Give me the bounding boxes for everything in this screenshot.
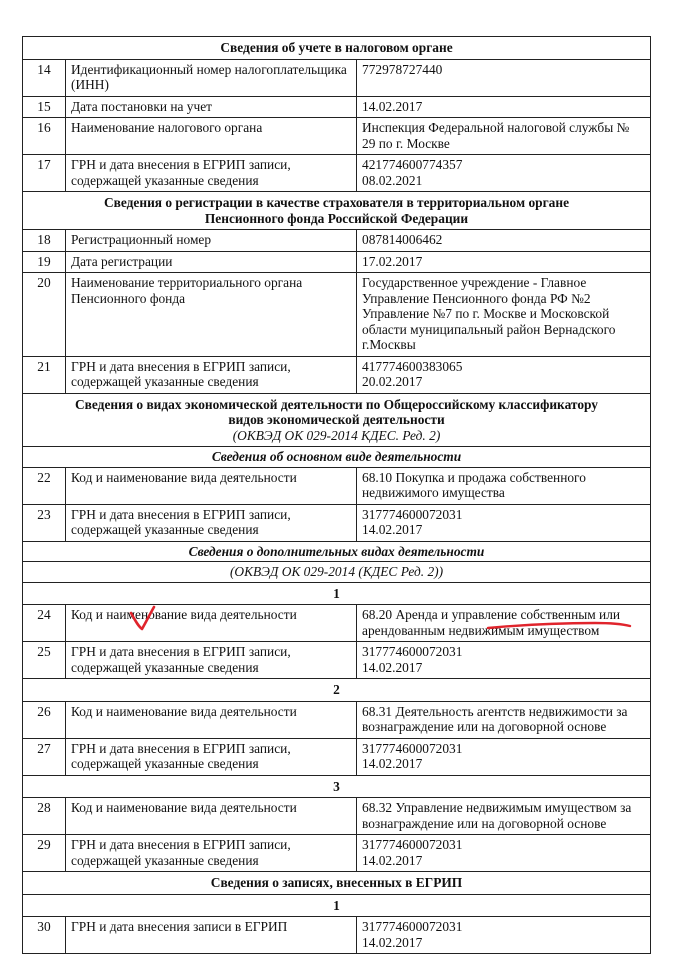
table-row (23, 96, 651, 118)
row-value (357, 96, 651, 118)
row-number: 27 (23, 738, 66, 775)
row-value-grn: 417774600383065 (362, 358, 463, 374)
row-number: 18 (23, 230, 66, 252)
row-value-line: Государственное учреждение - Главное Управление Пенсионного фонда РФ №2 Управление №7 по г. Москве и Московской области муниципальный район Вернадского г.Москвы (362, 275, 616, 352)
row-number: 16 (23, 118, 66, 155)
row-value (357, 798, 651, 835)
subsection-header-row (23, 447, 651, 468)
row-value-grn: 317774600072031 (362, 506, 463, 522)
row-value-date: 14.02.2017 (362, 934, 423, 950)
row-number: 30 (23, 917, 66, 954)
table-row (23, 356, 651, 393)
index-row (23, 894, 651, 917)
row-label: Регистрационный номер (66, 230, 357, 252)
row-value (357, 230, 651, 252)
table-row (23, 738, 651, 775)
row-value (357, 155, 651, 192)
row-number: 21 (23, 356, 66, 393)
section-header-row (23, 37, 651, 60)
row-value-date: 20.02.2017 (362, 374, 423, 389)
table-row (23, 59, 651, 96)
entry-index: 1 (23, 582, 651, 605)
row-value-grn: 421774600774357 (362, 157, 463, 172)
row-value-date: 14.02.2017 (362, 522, 423, 537)
row-value-grn: 317774600072031 (362, 740, 463, 756)
subsection-extra-note: (ОКВЭД ОК 029-2014 (КДЕС Ред. 2)) (23, 562, 651, 583)
row-value-grn: 317774600072031 (362, 837, 463, 852)
row-label: ГРН и дата внесения в ЕГРИП записи, содержащей указанные сведения (66, 738, 357, 775)
row-value (357, 835, 651, 872)
row-label: ГРН и дата внесения в ЕГРИП записи, содержащей указанные сведения (66, 155, 357, 192)
row-label: ГРН и дата внесения в ЕГРИП записи, содержащей указанные сведения (66, 504, 357, 541)
section-egrip-title: Сведения о записях, внесенных в ЕГРИП (23, 872, 651, 895)
table-row (23, 273, 651, 357)
table-row (23, 917, 651, 954)
row-value-date: 08.02.2021 (362, 172, 423, 188)
table-row (23, 701, 651, 738)
subsection-main-activity: Сведения об основном виде деятельности (23, 447, 651, 468)
row-value (357, 738, 651, 775)
row-number: 17 (23, 155, 66, 192)
row-label: ГРН и дата внесения в ЕГРИП записи, содержащей указанные сведения (66, 642, 357, 679)
row-value-line: 68.20 Аренда и управление собственным или арендованным недвижимым имуществом (362, 607, 621, 638)
section-pfr-title (23, 192, 651, 230)
row-value-date: 14.02.2017 (362, 852, 423, 868)
row-value-line: Инспекция Федеральной налоговой службы № 29 по г. Москве (362, 120, 630, 151)
row-value-line: 68.31 Деятельность агентств недвижимости за вознаграждение или на договорной основе (362, 703, 628, 734)
row-label: Дата регистрации (66, 251, 357, 273)
row-label: ГРН и дата внесения записи в ЕГРИП (66, 917, 357, 954)
egrip-table (22, 36, 651, 954)
table-row (23, 642, 651, 679)
subsection-note-row (23, 562, 651, 583)
row-label: Наименование территориального органа Пенсионного фонда (66, 273, 357, 357)
entry-index: 1 (23, 894, 651, 917)
table-row (23, 798, 651, 835)
section-pfr-title-line2: Пенсионного фонда Российской Федерации (204, 210, 469, 226)
row-value (357, 504, 651, 541)
row-number: 20 (23, 273, 66, 357)
row-value-grn: 317774600072031 (362, 644, 463, 659)
table-row (23, 605, 651, 642)
row-number: 26 (23, 701, 66, 738)
row-value-line: 087814006462 (362, 232, 443, 247)
index-row (23, 582, 651, 605)
section-okved-title (23, 393, 651, 447)
subsection-extra-activity: Сведения о дополнительных видах деятельности (23, 541, 651, 562)
section-header-row (23, 192, 651, 230)
row-value-date: 14.02.2017 (362, 659, 423, 675)
row-label: Код и наименование вида деятельности (66, 467, 357, 504)
row-value (357, 917, 651, 954)
row-value-date: 14.02.2017 (362, 756, 423, 771)
subsection-header-row (23, 541, 651, 562)
entry-index: 3 (23, 775, 651, 798)
table-row (23, 155, 651, 192)
row-label: Идентификационный номер налогоплательщика (ИНН) (66, 59, 357, 96)
row-value-line: 17.02.2017 (362, 253, 423, 269)
row-number: 15 (23, 96, 66, 118)
table-row (23, 230, 651, 252)
row-number: 29 (23, 835, 66, 872)
row-number: 19 (23, 251, 66, 273)
row-number: 24 (23, 605, 66, 642)
row-number: 22 (23, 467, 66, 504)
row-number: 28 (23, 798, 66, 835)
row-value (357, 118, 651, 155)
row-value (357, 642, 651, 679)
table-row (23, 251, 651, 273)
section-okved-title-line2: видов экономической деятельности (228, 412, 445, 427)
row-value (357, 251, 651, 273)
row-label: Код и наименование вида деятельности (66, 798, 357, 835)
row-number: 25 (23, 642, 66, 679)
row-label: Дата постановки на учет (66, 96, 357, 118)
section-header-row (23, 393, 651, 447)
egrip-extract-document (22, 36, 650, 954)
row-label: ГРН и дата внесения в ЕГРИП записи, содержащей указанные сведения (66, 356, 357, 393)
index-row (23, 679, 651, 702)
row-value-line: 14.02.2017 (362, 98, 423, 114)
row-value (357, 273, 651, 357)
row-label: ГРН и дата внесения в ЕГРИП записи, содержащей указанные сведения (66, 835, 357, 872)
section-okved-note: (ОКВЭД ОК 029-2014 КДЕС. Ред. 2) (232, 427, 441, 443)
table-row (23, 118, 651, 155)
row-label: Наименование налогового органа (66, 118, 357, 155)
row-value (357, 356, 651, 393)
section-okved-title-line1: Сведения о видах экономической деятельности по Общероссийскому классификатору (75, 396, 598, 412)
row-value-line: 68.32 Управление недвижимым имуществом за вознаграждение или на договорной основе (362, 800, 632, 831)
row-value (357, 467, 651, 504)
row-value-line: 772978727440 (362, 61, 443, 77)
table-row (23, 467, 651, 504)
index-row (23, 775, 651, 798)
row-value (357, 701, 651, 738)
row-value (357, 605, 651, 642)
table-row (23, 504, 651, 541)
row-label: Код и наименование вида деятельности (66, 605, 357, 642)
row-number: 14 (23, 59, 66, 96)
section-tax-title: Сведения об учете в налоговом органе (23, 37, 651, 60)
section-pfr-title-line1: Сведения о регистрации в качестве страхователя в территориальном органе (103, 195, 570, 210)
row-value (357, 59, 651, 96)
row-value-line: 68.10 Покупка и продажа собственного недвижимого имущества (362, 469, 586, 500)
row-number: 23 (23, 504, 66, 541)
row-label: Код и наименование вида деятельности (66, 701, 357, 738)
table-row (23, 835, 651, 872)
section-header-row (23, 872, 651, 895)
entry-index: 2 (23, 679, 651, 702)
row-value-grn: 317774600072031 (362, 919, 463, 934)
